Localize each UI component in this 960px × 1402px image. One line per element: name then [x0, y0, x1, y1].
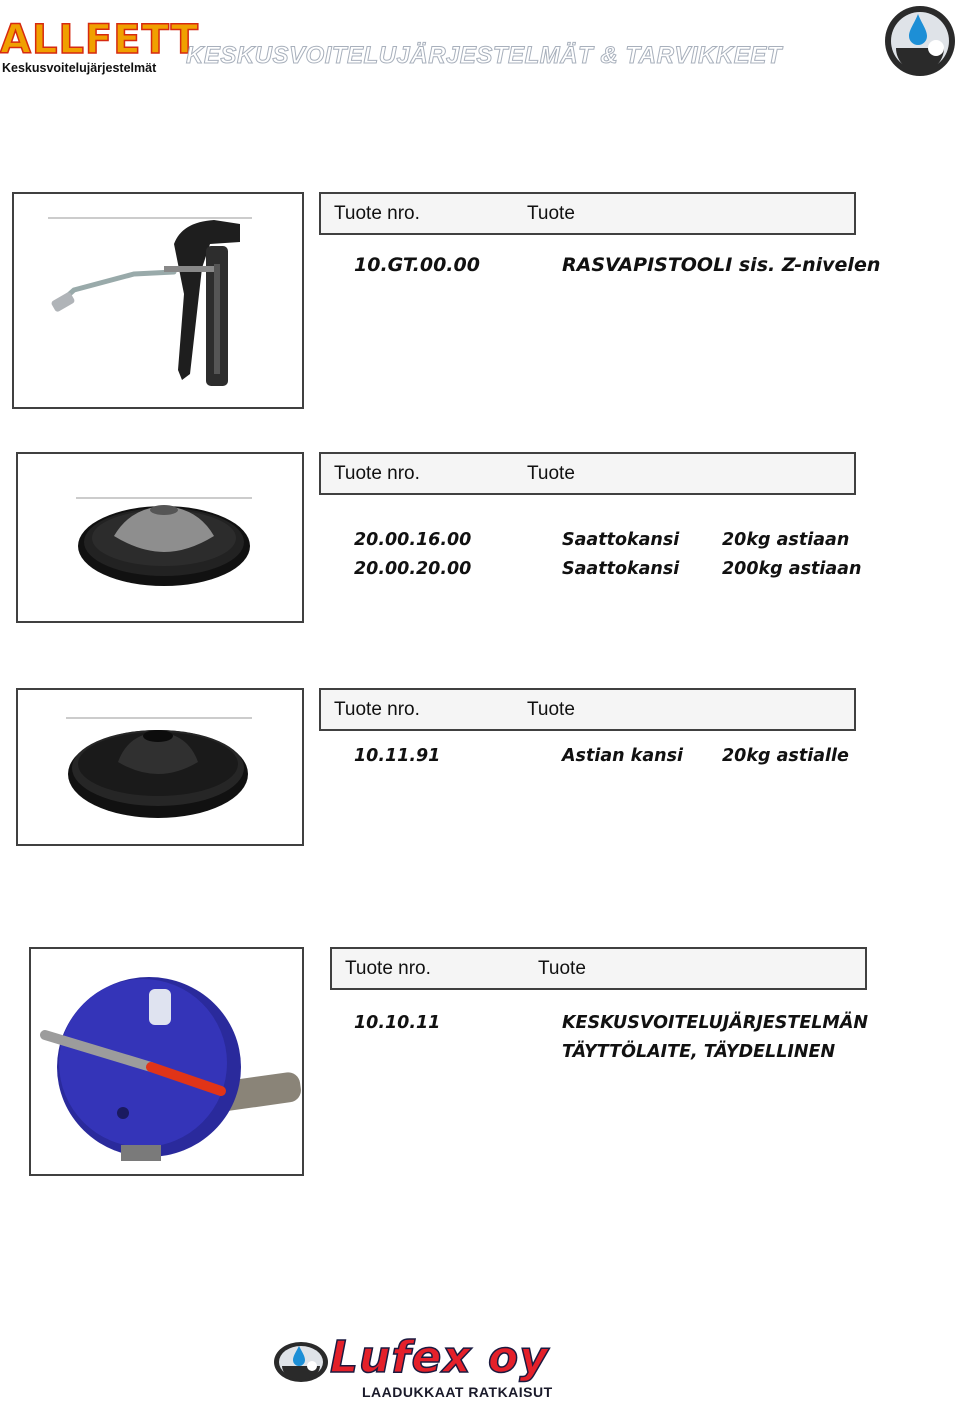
product-table-header: [330, 947, 867, 990]
allfett-logo-text: ALLFETT: [0, 17, 200, 63]
product-name-line2: TÄYTTÖLAITE, TÄYDELLINEN: [562, 1042, 836, 1062]
product-table-header: [319, 192, 856, 235]
product-number: 20.00.20.00: [354, 559, 472, 579]
product-table-header: [319, 688, 856, 731]
product-photo-grease-gun: [12, 192, 304, 409]
lufex-logo: [272, 1332, 652, 1400]
product-detail: 20kg astialle: [722, 746, 849, 766]
product-name: KESKUSVOITELUJÄRJESTELMÄN: [562, 1013, 869, 1033]
column-product: Tuote: [527, 463, 575, 484]
column-product: Tuote: [527, 203, 575, 224]
column-product: Tuote: [527, 699, 575, 720]
footer-brand-name: Lufex oy: [330, 1332, 549, 1383]
follower-plate-image: [18, 454, 302, 621]
product-detail: 20kg astiaan: [722, 530, 850, 550]
product-number: 20.00.16.00: [354, 530, 472, 550]
column-product-number: Tuote nro.: [334, 699, 420, 720]
column-product-number: Tuote nro.: [334, 203, 420, 224]
product-photo-filling-device: [29, 947, 304, 1176]
container-lid-image: [18, 690, 302, 844]
product-name: Saattokansi: [562, 530, 680, 550]
product-number: 10.11.91: [354, 746, 441, 766]
product-name: Saattokansi: [562, 559, 680, 579]
column-product: Tuote: [538, 958, 586, 979]
product-number: 10.10.11: [354, 1013, 441, 1033]
product-photo-container-lid: [16, 688, 304, 846]
header-tagline: KESKUSVOITELUJÄRJESTELMÄT & TARVIKKEET: [186, 42, 782, 69]
product-number: 10.GT.00.00: [354, 254, 480, 276]
filling-device-image: [31, 949, 302, 1174]
grease-gun-image: [14, 194, 302, 407]
column-product-number: Tuote nro.: [334, 463, 420, 484]
product-photo-follower-plate: [16, 452, 304, 623]
footer-slogan: LAADUKKAAT RATKAISUT: [362, 1384, 553, 1400]
product-table-header: [319, 452, 856, 495]
product-name: RASVAPISTOOLI sis. Z-nivelen: [562, 254, 881, 276]
product-detail: 200kg astiaan: [722, 559, 862, 579]
oil-drop-gear-icon: [272, 1340, 330, 1384]
column-product-number: Tuote nro.: [345, 958, 431, 979]
allfett-logo-subtitle: Keskusvoitelujärjestelmät: [2, 61, 157, 75]
product-name: Astian kansi: [562, 746, 684, 766]
oil-drop-gear-icon: [882, 4, 958, 78]
